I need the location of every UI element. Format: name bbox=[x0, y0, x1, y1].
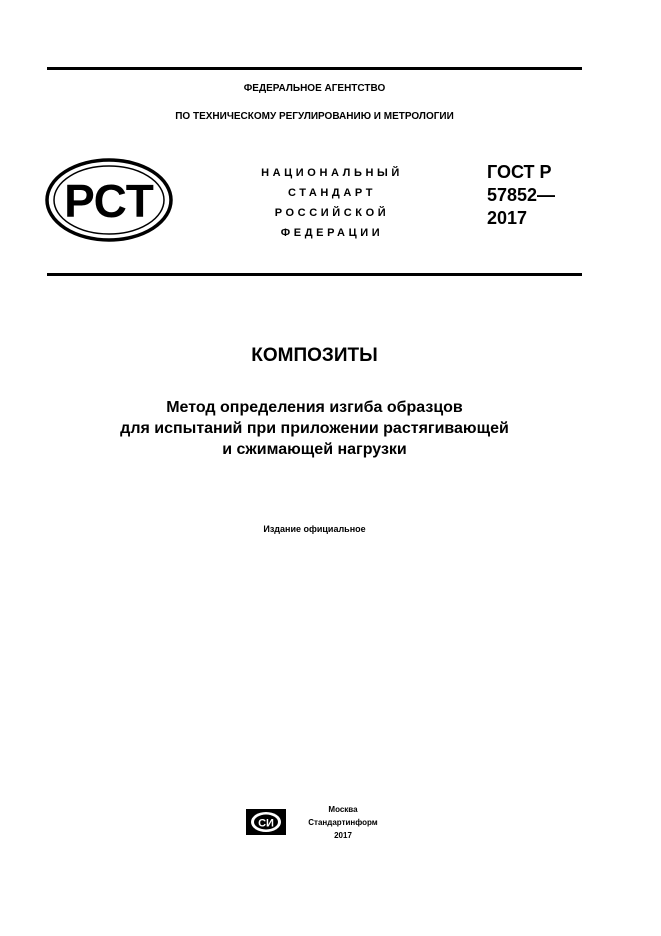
publisher-city: Москва bbox=[328, 805, 358, 814]
gost-designation-line-3: 2017 bbox=[487, 208, 528, 228]
publisher-logo-text: СИ bbox=[258, 817, 274, 830]
national-line-2: СТАНДАРТ bbox=[287, 187, 377, 199]
publisher-name: Стандартинформ bbox=[308, 818, 378, 827]
agency-line-2: ПО ТЕХНИЧЕСКОМУ РЕГУЛИРОВАНИЮ И МЕТРОЛОГИИ bbox=[175, 111, 454, 122]
top-rule bbox=[47, 67, 582, 70]
standartinform-logo-icon bbox=[245, 808, 287, 836]
national-line-3: РОССИЙСКОЙ bbox=[274, 207, 390, 219]
agency-line-1: ФЕДЕРАЛЬНОЕ АГЕНТСТВО bbox=[243, 83, 386, 94]
document-subtitle-line-1: Метод определения изгиба образцов bbox=[166, 399, 463, 416]
middle-rule bbox=[47, 273, 582, 276]
national-line-1: НАЦИОНАЛЬНЫЙ bbox=[261, 167, 403, 179]
edition-note: Издание официальное bbox=[263, 524, 366, 534]
national-line-4: ФЕДЕРАЦИИ bbox=[280, 227, 384, 239]
emblem-text: РСТ bbox=[64, 175, 154, 227]
document-title: КОМПОЗИТЫ bbox=[251, 345, 378, 366]
document-subtitle-line-2: для испытаний при приложении растягивающей bbox=[120, 420, 509, 437]
gost-designation-line-2: 57852— bbox=[487, 185, 556, 205]
gost-designation-line-1: ГОСТ Р bbox=[487, 162, 552, 182]
publisher-year: 2017 bbox=[334, 831, 352, 840]
rst-certification-emblem-icon bbox=[44, 157, 174, 243]
document-subtitle-line-3: и сжимающей нагрузки bbox=[222, 441, 407, 458]
